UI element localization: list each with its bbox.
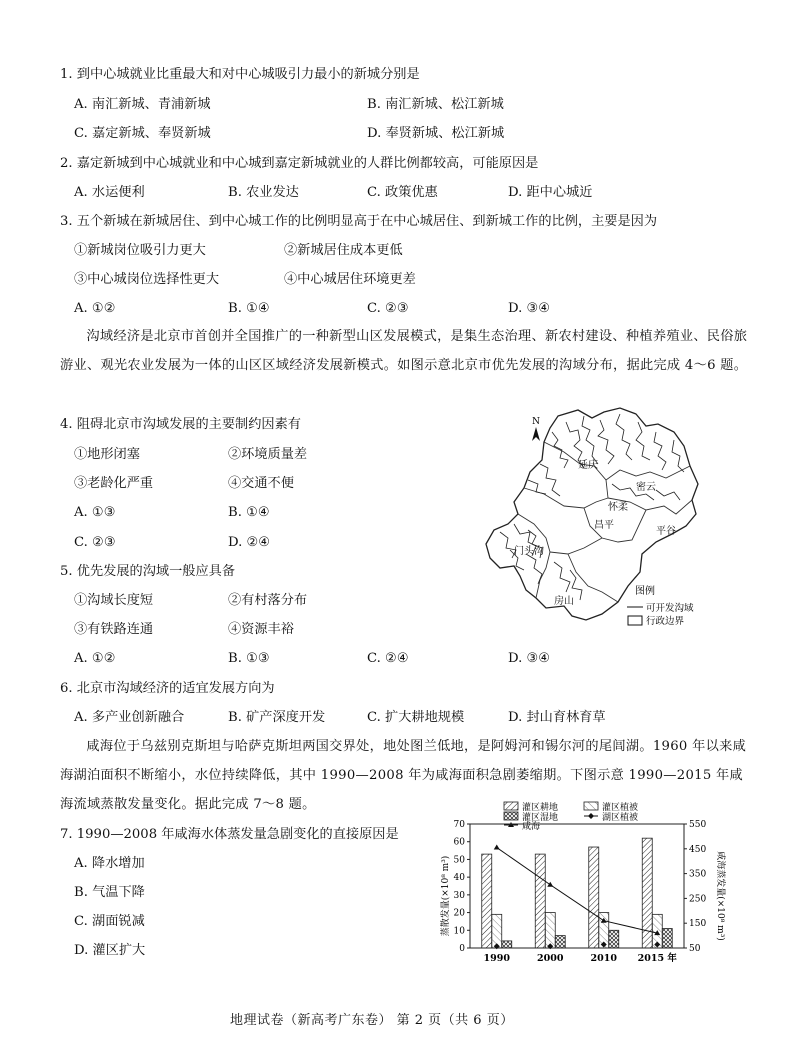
y-tick-label: 0 (459, 944, 465, 954)
y-tick-label: 70 (453, 820, 465, 830)
x-tick-label: 2010 (590, 953, 617, 964)
q6-option-d[interactable]: D. 封山育林育草 (508, 710, 606, 725)
page-footer: 地理试卷（新高考广东卷） 第 2 页（共 6 页） (230, 1013, 514, 1028)
q1-stem: 1. 到中心城就业比重最大和对中心城吸引力最小的新城分别是 (60, 67, 420, 82)
bar-灌区耕地-2010 (589, 847, 599, 948)
q5-stem: 5. 优先发展的沟域一般应具备 (60, 564, 236, 579)
legend-label-灌区耕地: 灌区耕地 (522, 803, 559, 813)
legend-label-咸海: 咸海 (522, 822, 541, 832)
y-tick-label: 40 (453, 873, 465, 884)
chart-legend (504, 801, 638, 832)
q3-stem: 3. 五个新城在新城居住、到中心城工作的比例明显高于在中心城居住、到新城工作的比例，主要是因为 (60, 214, 658, 229)
legend-swatch-灌区耕地 (504, 802, 518, 810)
evapotranspiration-chart (430, 800, 730, 972)
y-tick-label: 50 (453, 855, 465, 866)
bar-灌区湿地-2015 (662, 929, 672, 948)
q1-option-c[interactable]: C. 嘉定新城、奉贤新城 (74, 126, 211, 141)
y2-tick-label: 250 (689, 894, 707, 905)
q4-option-b[interactable]: B. ①④ (228, 505, 270, 520)
q7-option-c[interactable]: C. 湖面锐减 (74, 914, 145, 929)
legend-marker-湖区植被 (588, 813, 594, 819)
legend-boundary-label: 行政边界 (646, 616, 685, 627)
legend-label-湖区植被: 湖区植被 (602, 813, 639, 823)
q5-option-a[interactable]: A. ①② (74, 651, 116, 666)
y2-tick-label: 550 (689, 820, 707, 830)
bar-灌区植被-1990 (492, 914, 502, 948)
y-axis-label: 蒸散发量(×10⁸ m³) (441, 855, 451, 937)
map-legend (627, 584, 694, 627)
x-tick-label: 2015 年 (637, 953, 677, 964)
q2-option-c[interactable]: C. 政策优惠 (367, 185, 438, 200)
label-mentougou: 门头沟 (514, 546, 544, 557)
label-yanqing: 延庆 (578, 460, 598, 471)
line-咸海 (497, 848, 658, 934)
x-tick-label: 2000 (537, 953, 564, 964)
point-咸海-2000 (547, 882, 553, 887)
q3-item-1: ①新城岗位吸引力更大 (74, 243, 206, 258)
q4-option-c[interactable]: C. ②③ (74, 535, 116, 550)
legend-label-灌区湿地: 灌区湿地 (522, 813, 559, 823)
q7-option-d[interactable]: D. 灌区扩大 (74, 943, 146, 958)
legend-swatch-灌区植被 (584, 802, 598, 810)
bar-灌区耕地-2000 (535, 854, 545, 948)
q6-option-a[interactable]: A. 多产业创新融合 (74, 710, 185, 725)
bar-灌区湿地-2000 (555, 936, 565, 948)
q5-option-c[interactable]: C. ②④ (367, 651, 409, 666)
q7-stem: 7. 1990—2008 年咸海水体蒸发量急剧变化的直接原因是 (60, 827, 399, 842)
q5-item-2: ②有村落分布 (228, 593, 308, 608)
bar-灌区湿地-2010 (609, 930, 619, 948)
q6-option-b[interactable]: B. 矿产深度开发 (228, 710, 326, 725)
q7-option-b[interactable]: B. 气温下降 (74, 885, 145, 900)
q6-stem: 6. 北京市沟域经济的适宜发展方向为 (60, 681, 275, 696)
bar-灌区湿地-1990 (502, 941, 512, 948)
q6-option-c[interactable]: C. 扩大耕地规模 (367, 710, 465, 725)
legend-boundary-box (628, 616, 642, 625)
q4-option-d[interactable]: D. ②④ (228, 535, 271, 550)
y-tick-label: 30 (453, 890, 465, 901)
q1-option-b[interactable]: B. 南汇新城、松江新城 (367, 97, 504, 112)
label-pinggu: 平谷 (656, 526, 676, 537)
q5-item-1: ①沟域长度短 (74, 593, 154, 608)
q1-option-a[interactable]: A. 南汇新城、青浦新城 (74, 97, 211, 112)
beijing-gouyu-map (480, 402, 742, 630)
point-咸海-1990 (494, 845, 500, 850)
y2-tick-label: 450 (689, 844, 707, 855)
y-tick-label: 10 (453, 926, 465, 937)
q7-option-a[interactable]: A. 降水增加 (74, 856, 145, 871)
q3-option-a[interactable]: A. ①② (74, 301, 116, 316)
label-fangshan: 房山 (554, 596, 574, 607)
y2-tick-label: 150 (689, 919, 707, 930)
x-tick-label: 1990 (483, 953, 510, 964)
legend-swatch-灌区湿地 (504, 812, 518, 820)
q3-item-2: ②新城居住成本更低 (284, 243, 403, 258)
q4-stem: 4. 阻碍北京市沟域发展的主要制约因素有 (60, 417, 301, 432)
q4-item-3: ③老龄化严重 (74, 476, 154, 491)
q4-item-1: ①地形闭塞 (74, 447, 140, 462)
q4-option-a[interactable]: A. ①③ (74, 505, 116, 520)
q4-item-2: ②环境质量差 (228, 447, 308, 462)
q1-option-d[interactable]: D. 奉贤新城、松江新城 (367, 126, 505, 141)
q2-stem: 2. 嘉定新城到中心城就业和中心城到嘉定新城就业的人群比例都较高，可能原因是 (60, 156, 539, 171)
y2-axis-label: 咸海蒸发量(×10⁸ m³) (715, 851, 725, 941)
y-tick-label: 20 (453, 908, 465, 919)
passage-aral-sea: 咸海位于乌兹别克斯坦与哈萨克斯坦两国交界处，地处图兰低地，是阿姆河和锡尔河的尾闾湖。1960 年以来咸海湖泊面积不断缩小，水位持续降低，其中 1990—2008 年为咸海面积急剧萎缩期。下图示意 1990—2015 年咸海流域蒸散发量变化。据此完成 7～8 题。 (60, 739, 747, 812)
north-arrow (532, 417, 540, 441)
q3-option-c[interactable]: C. ②③ (367, 301, 409, 316)
q3-option-b[interactable]: B. ①④ (228, 301, 270, 316)
label-huairou: 怀柔 (608, 502, 628, 513)
bar-灌区耕地-1990 (482, 854, 492, 948)
label-changping: 昌平 (594, 520, 614, 531)
label-miyun: 密云 (636, 482, 656, 493)
y2-tick-label: 50 (689, 944, 701, 954)
q5-option-b[interactable]: B. ①③ (228, 651, 270, 666)
q3-option-d[interactable]: D. ③④ (508, 301, 551, 316)
q3-item-3: ③中心城岗位选择性更大 (74, 272, 220, 287)
bar-灌区植被-2000 (545, 913, 555, 948)
q3-item-4: ④中心城居住环境更差 (284, 272, 416, 287)
y2-tick-label: 350 (689, 869, 707, 880)
legend-gully-label: 可开发沟域 (646, 603, 694, 614)
north-label: N (532, 417, 540, 427)
q5-item-3: ③有铁路连通 (74, 622, 154, 637)
legend-label-灌区植被: 灌区植被 (602, 803, 639, 813)
q5-option-d[interactable]: D. ③④ (508, 651, 551, 666)
y-tick-label: 60 (453, 837, 465, 848)
passage-gouyu: 沟域经济是北京市首创并全国推广的一种新型山区发展模式，是集生态治理、新农村建设、种植养殖业、民俗旅游业、观光农业发展为一体的山区区域经济发展新模式。如图示意北京市优先发展的沟域分布，据此完成 4～6 题。 (60, 329, 748, 373)
q2-option-a[interactable]: A. 水运便利 (74, 185, 145, 200)
q4-item-4: ④交通不便 (228, 476, 294, 491)
q2-option-d[interactable]: D. 距中心城近 (508, 185, 593, 200)
q2-option-b[interactable]: B. 农业发达 (228, 185, 299, 200)
q5-item-4: ④资源丰裕 (228, 622, 294, 637)
legend-title: 图例 (635, 586, 655, 597)
